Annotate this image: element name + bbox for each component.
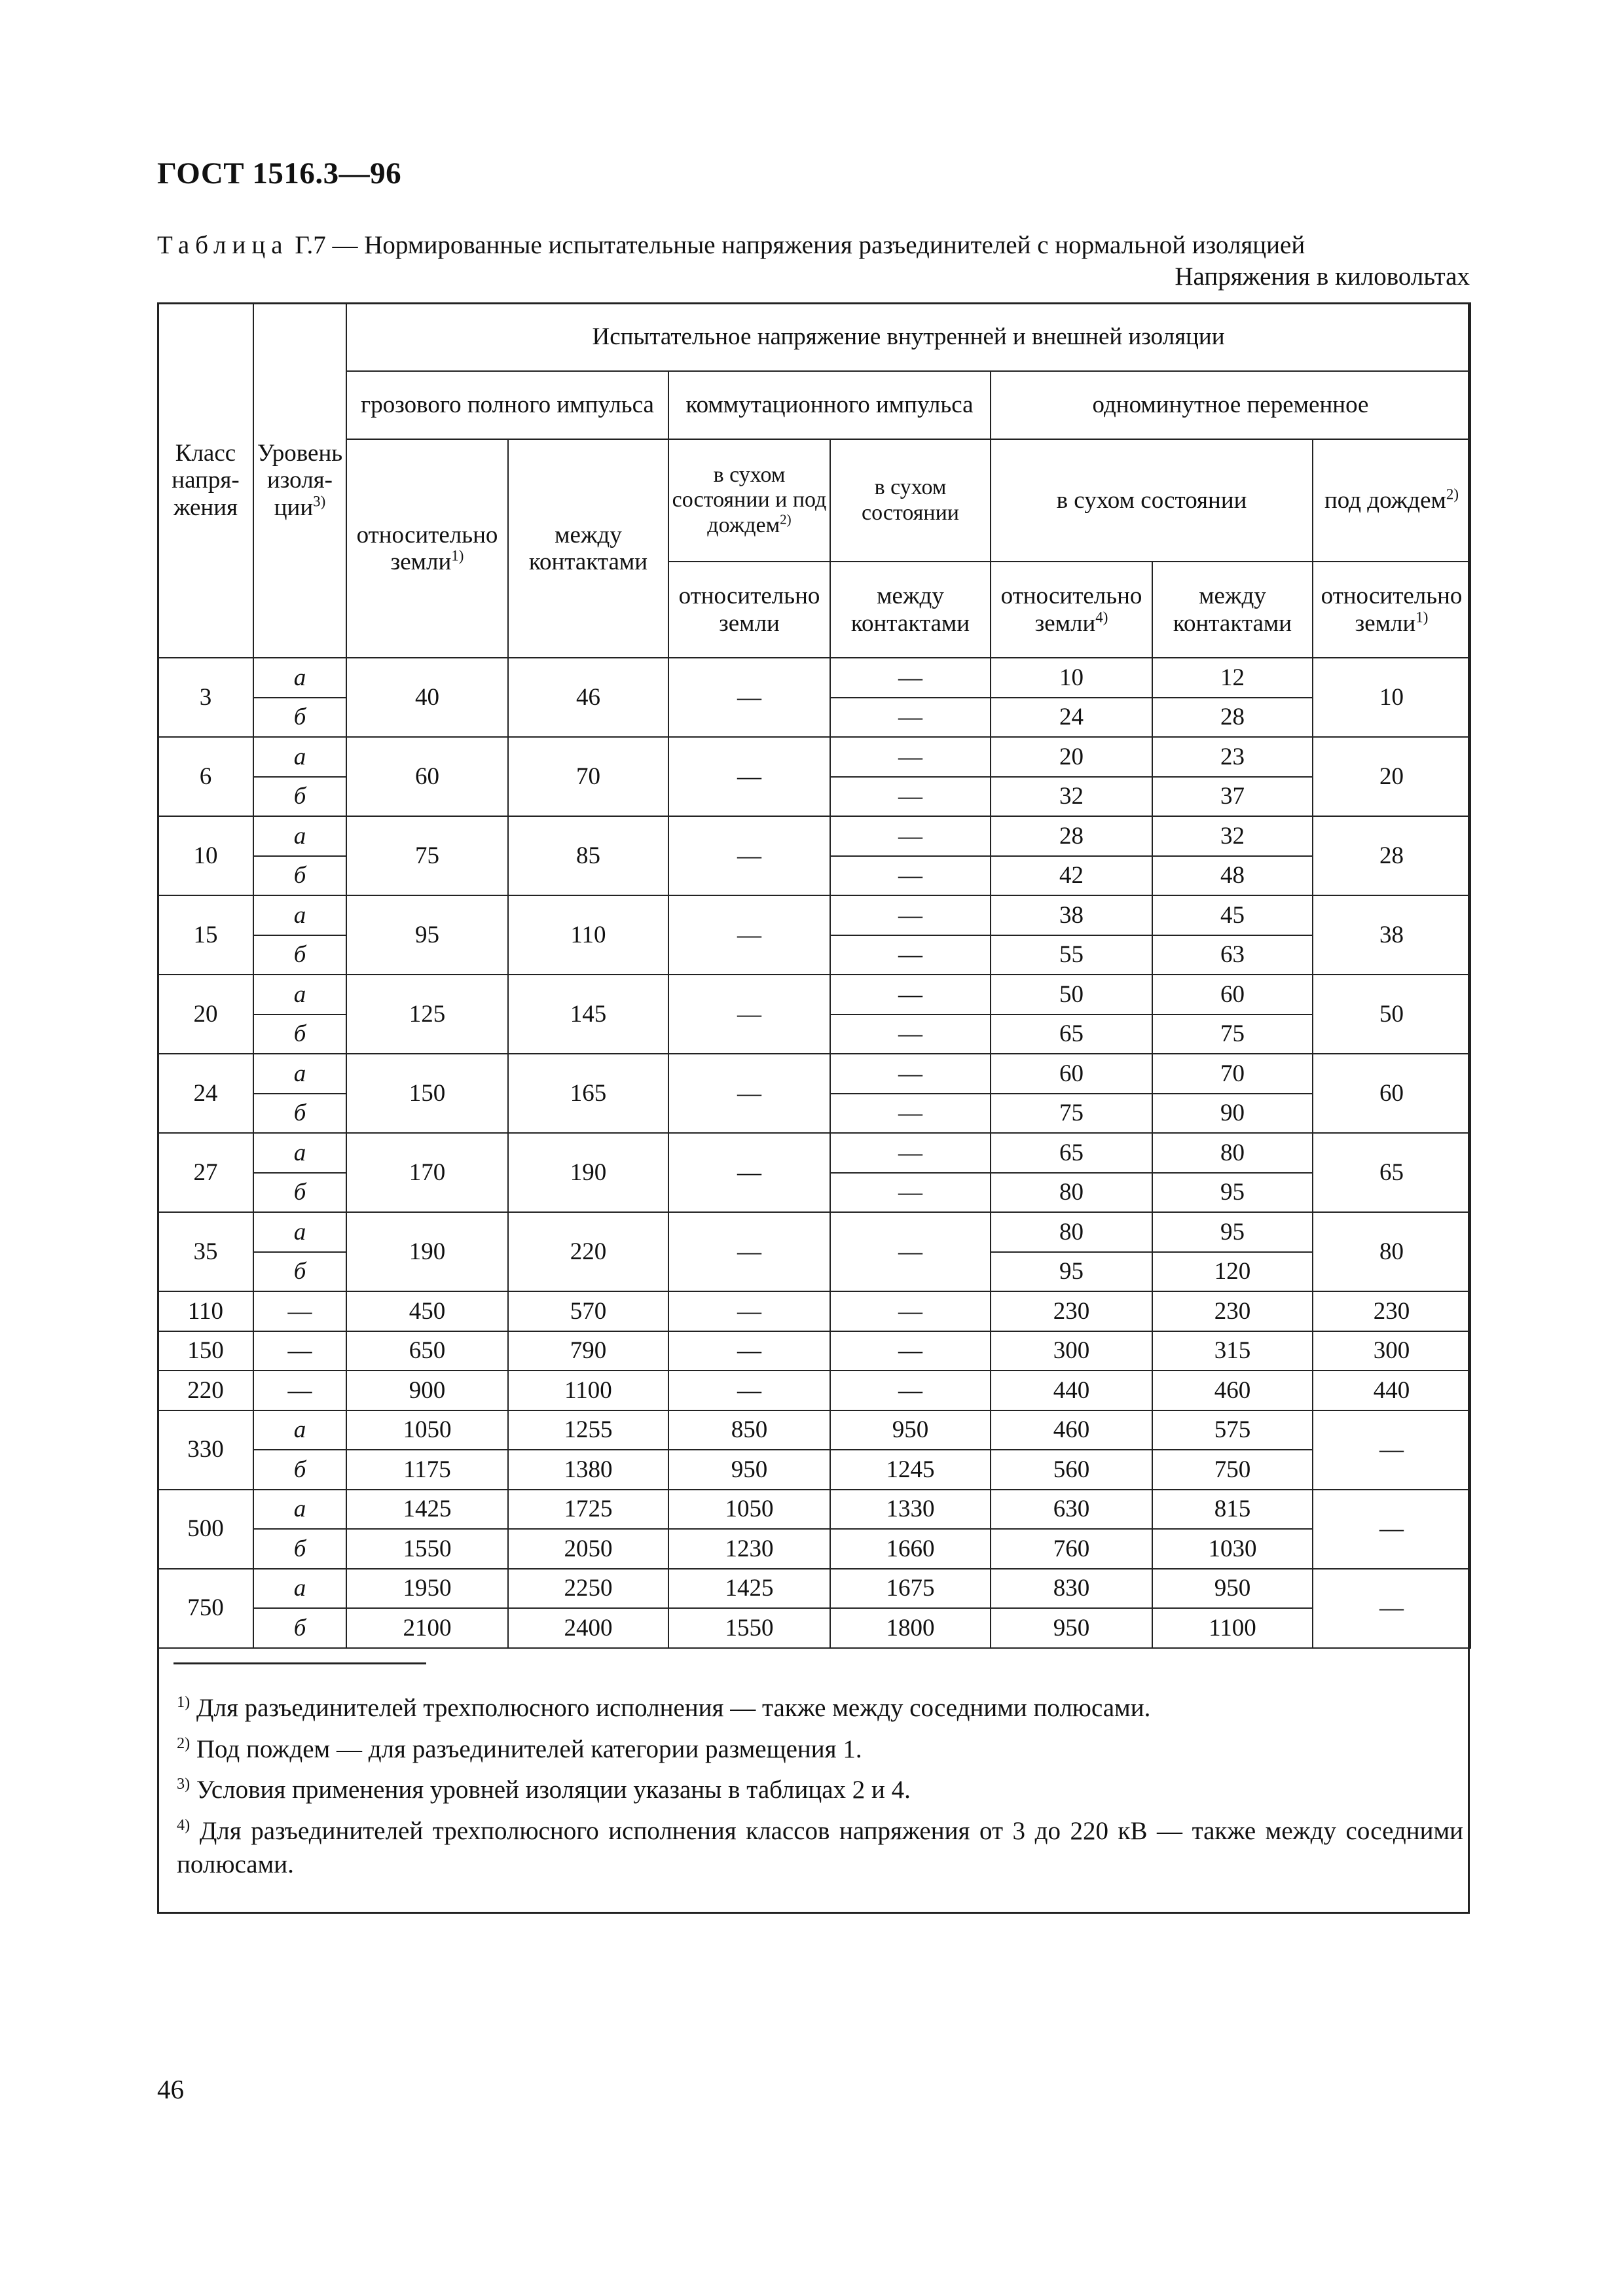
table-cell: — (830, 975, 991, 1014)
table-cell: — (830, 698, 991, 738)
table-cell: — (668, 1054, 830, 1133)
table-cell: 300 (991, 1331, 1152, 1371)
table-cell: 28 (991, 816, 1152, 856)
table-cell: — (830, 1173, 991, 1213)
table-cell: 60 (1313, 1054, 1470, 1133)
table-cell: — (830, 658, 991, 698)
table-cell: — (668, 1371, 830, 1410)
table-cell: 220 (158, 1371, 253, 1410)
table-cell: 85 (508, 816, 668, 895)
table-cell: — (668, 658, 830, 737)
table-cell: — (668, 1212, 830, 1291)
table-cell: 330 (158, 1410, 253, 1490)
table-cell: — (830, 1133, 991, 1173)
li-earth-header: относительно земли$^{1)}$ (346, 439, 508, 658)
sw-dry-rain-header: в сухом состоянии и под дождем$^{2)}$ (668, 439, 830, 562)
table-cell: 1230 (668, 1529, 830, 1569)
table-cell: 900 (346, 1371, 508, 1410)
ac-dry-header: в сухом состоянии (991, 439, 1313, 562)
table-cell: — (830, 1371, 991, 1410)
table-cell: 48 (1152, 856, 1313, 896)
table-cell: 750 (1152, 1450, 1313, 1490)
table-cell: 440 (991, 1371, 1152, 1410)
table-cell: 1330 (830, 1490, 991, 1530)
table-cell: 1030 (1152, 1529, 1313, 1569)
table-cell: — (830, 1331, 991, 1371)
table-cell: а (253, 1569, 346, 1609)
table-cell: 80 (1313, 1212, 1470, 1291)
table-cell: 2050 (508, 1529, 668, 1569)
table-cell: — (668, 737, 830, 816)
table-cell: 1255 (508, 1410, 668, 1450)
table-cell: б (253, 1529, 346, 1569)
table-cell: 1660 (830, 1529, 991, 1569)
table-cell: а (253, 1410, 346, 1450)
ac-rain-earth-header: относительно земли$^{1)}$ (1313, 562, 1470, 658)
table-cell: 65 (991, 1133, 1152, 1173)
table-cell: 1175 (346, 1450, 508, 1490)
table-cell: — (668, 1133, 830, 1212)
table-cell: б (253, 1094, 346, 1134)
table-caption (157, 230, 1470, 260)
table-row (158, 737, 1470, 777)
table-cell: 65 (1313, 1133, 1470, 1212)
table-cell: б (253, 777, 346, 817)
table-cell: 1425 (346, 1490, 508, 1530)
table-cell: 50 (1313, 975, 1470, 1054)
table-cell: б (253, 1252, 346, 1292)
table-label: Таблица (157, 231, 289, 259)
table-cell: — (668, 1331, 830, 1371)
table-cell: 575 (1152, 1410, 1313, 1450)
group-header: Испытательное напряжение внутренней и внешней изоляции (346, 303, 1470, 371)
table-cell: 80 (991, 1212, 1152, 1252)
voltage-table (157, 302, 1471, 1649)
table-cell: 90 (1152, 1094, 1313, 1134)
table-cell: 80 (991, 1173, 1152, 1213)
table-cell: 1550 (346, 1529, 508, 1569)
table-cell: 20 (158, 975, 253, 1054)
table-cell: 460 (991, 1410, 1152, 1450)
table-cell: 750 (158, 1569, 253, 1648)
table-cell: а (253, 895, 346, 935)
table-cell: — (253, 1291, 346, 1331)
table-cell: 150 (346, 1054, 508, 1133)
table-cell: 95 (991, 1252, 1152, 1292)
document-code: ГОСТ 1516.3—96 (157, 156, 402, 190)
table-cell: 24 (158, 1054, 253, 1133)
table-cell: 95 (1152, 1212, 1313, 1252)
table-row (158, 1410, 1470, 1450)
table-cell: а (253, 816, 346, 856)
table-cell: 45 (1152, 895, 1313, 935)
table-cell: 80 (1152, 1133, 1313, 1173)
table-cell: — (668, 816, 830, 895)
table-title: Г.7 — Нормированные испытательные напряжения разъединителей с нормальной изоляцией (295, 231, 1305, 259)
col-class-header: Класс напря-жения (158, 303, 253, 658)
table-cell: 38 (991, 895, 1152, 935)
table-cell: 190 (508, 1133, 668, 1212)
table-cell: 10 (991, 658, 1152, 698)
table-cell: — (253, 1331, 346, 1371)
table-cell: — (830, 1212, 991, 1291)
table-cell: 1050 (346, 1410, 508, 1450)
table-cell: а (253, 975, 346, 1014)
table-cell: 120 (1152, 1252, 1313, 1292)
table-cell: 38 (1313, 895, 1470, 975)
footnote-2: $^{2)}$ Под пождем — для разъединителей категории размещения 1. (177, 1734, 862, 1763)
table-cell: — (1313, 1410, 1470, 1490)
table-cell: б (253, 1014, 346, 1054)
table-cell: 125 (346, 975, 508, 1054)
table-cell: а (253, 737, 346, 777)
table-cell: 60 (346, 737, 508, 816)
table-cell: 1100 (508, 1371, 668, 1410)
table-row (158, 975, 1470, 1014)
table-cell: 10 (1313, 658, 1470, 737)
table-cell: 790 (508, 1331, 668, 1371)
table-cell: а (253, 1212, 346, 1252)
table-cell: 46 (508, 658, 668, 737)
table-cell: 75 (991, 1094, 1152, 1134)
table-cell: 2100 (346, 1608, 508, 1648)
table-cell: — (830, 935, 991, 975)
table-cell: 37 (1152, 777, 1313, 817)
table-cell: — (668, 895, 830, 975)
table-cell: 1675 (830, 1569, 991, 1609)
table-cell: — (830, 777, 991, 817)
table-cell: 450 (346, 1291, 508, 1331)
table-cell: 815 (1152, 1490, 1313, 1530)
table-cell: а (253, 1054, 346, 1094)
table-row (158, 1529, 1470, 1569)
table-cell: 12 (1152, 658, 1313, 698)
table-cell: 3 (158, 658, 253, 737)
table-cell: 1800 (830, 1608, 991, 1648)
table-cell: 1425 (668, 1569, 830, 1609)
table-cell: 850 (668, 1410, 830, 1450)
table-cell: 950 (830, 1410, 991, 1450)
table-cell: 60 (1152, 975, 1313, 1014)
table-cell: 95 (346, 895, 508, 975)
table-cell: — (830, 895, 991, 935)
table-cell: — (830, 1014, 991, 1054)
table-cell: — (830, 1291, 991, 1331)
table-row (158, 1608, 1470, 1648)
table-cell: — (830, 856, 991, 896)
table-cell: 20 (1313, 737, 1470, 816)
ac-contacts-header: между контактами (1152, 562, 1313, 658)
table-cell: 950 (991, 1608, 1152, 1648)
table-cell: б (253, 698, 346, 738)
table-cell: 40 (346, 658, 508, 737)
table-row (158, 658, 1470, 698)
table-row (158, 1569, 1470, 1609)
units-note: Напряжения в киловольтах (1175, 262, 1470, 291)
table-cell: 230 (1313, 1291, 1470, 1331)
table-cell: 560 (991, 1450, 1152, 1490)
table-row (158, 816, 1470, 856)
table-cell: — (830, 1094, 991, 1134)
table-cell: 170 (346, 1133, 508, 1212)
table-cell: — (830, 737, 991, 777)
table-cell: 28 (1152, 698, 1313, 738)
table-row (158, 1212, 1470, 1252)
table-cell: а (253, 658, 346, 698)
table-cell: 220 (508, 1212, 668, 1291)
table-cell: 6 (158, 737, 253, 816)
ac-rain-header: под дождем$^{2)}$ (1313, 439, 1470, 562)
table-cell: 190 (346, 1212, 508, 1291)
table-cell: 570 (508, 1291, 668, 1331)
table-cell: 440 (1313, 1371, 1470, 1410)
table-cell: — (1313, 1490, 1470, 1569)
table-cell: 63 (1152, 935, 1313, 975)
col-level-header: Уровень изоля-ции$^{3)}$ (253, 303, 346, 658)
table-cell: 460 (1152, 1371, 1313, 1410)
table-cell: 15 (158, 895, 253, 975)
table-cell: 1245 (830, 1450, 991, 1490)
table-cell: 55 (991, 935, 1152, 975)
table-cell: 1550 (668, 1608, 830, 1648)
table-cell: 150 (158, 1331, 253, 1371)
table-cell: 28 (1313, 816, 1470, 895)
table-row (158, 1371, 1470, 1410)
sw-earth-header: относительно земли (668, 562, 830, 658)
table-cell: б (253, 856, 346, 896)
table-cell: 630 (991, 1490, 1152, 1530)
table-cell: 1725 (508, 1490, 668, 1530)
sw-contacts-header: между контактами (830, 562, 991, 658)
table-cell: б (253, 1450, 346, 1490)
table-cell: 95 (1152, 1173, 1313, 1213)
table-cell: 1050 (668, 1490, 830, 1530)
table-cell: 10 (158, 816, 253, 895)
table-cell: 70 (1152, 1054, 1313, 1094)
table-cell: 2400 (508, 1608, 668, 1648)
table-cell: 27 (158, 1133, 253, 1212)
table-cell: 60 (991, 1054, 1152, 1094)
table-cell: 35 (158, 1212, 253, 1291)
table-row (158, 1291, 1470, 1331)
table-row (158, 895, 1470, 935)
footnotes (177, 1662, 1463, 1889)
table-cell: 24 (991, 698, 1152, 738)
table-cell: 50 (991, 975, 1152, 1014)
table-cell: б (253, 1173, 346, 1213)
table-cell: 110 (508, 895, 668, 975)
table-cell: 230 (991, 1291, 1152, 1331)
table-cell: 75 (346, 816, 508, 895)
switching-header: коммутационного импульса (668, 371, 991, 439)
table-cell: 830 (991, 1569, 1152, 1609)
table-cell: 2250 (508, 1569, 668, 1609)
table-cell: 1100 (1152, 1608, 1313, 1648)
table-cell: 70 (508, 737, 668, 816)
table-cell: — (830, 816, 991, 856)
table-cell: а (253, 1490, 346, 1530)
ac-header: одноминутное переменное (991, 371, 1470, 439)
table-cell: — (253, 1371, 346, 1410)
table-row (158, 1450, 1470, 1490)
footnote-3: $^{3)}$ Условия применения уровней изоляции указаны в таблицах 2 и 4. (177, 1775, 911, 1804)
footnote-divider (173, 1662, 426, 1664)
page-number: 46 (157, 2074, 184, 2104)
table-cell: — (830, 1054, 991, 1094)
table-cell: — (668, 1291, 830, 1331)
lightning-header: грозового полного импульса (346, 371, 668, 439)
table-cell: 42 (991, 856, 1152, 896)
table-cell: б (253, 1608, 346, 1648)
table-cell: 950 (668, 1450, 830, 1490)
sw-dry-header: в сухом состоянии (830, 439, 991, 562)
table-row (158, 1054, 1470, 1094)
table-cell: 75 (1152, 1014, 1313, 1054)
table-cell: 145 (508, 975, 668, 1054)
table-cell: 650 (346, 1331, 508, 1371)
table-row (158, 1133, 1470, 1173)
table-cell: — (668, 975, 830, 1054)
table-row (158, 1490, 1470, 1530)
table-cell: 110 (158, 1291, 253, 1331)
table-cell: 315 (1152, 1331, 1313, 1371)
table-cell: 65 (991, 1014, 1152, 1054)
table-cell: 230 (1152, 1291, 1313, 1331)
table-row (158, 1331, 1470, 1371)
ac-earth-header: относительно земли$^{4)}$ (991, 562, 1152, 658)
table-cell: 1950 (346, 1569, 508, 1609)
table-cell: б (253, 935, 346, 975)
footnote-4: $^{4)}$ Для разъединителей трехполюсного исполнения классов напряжения от 3 до 220 кВ — также между соседними полюсами. (177, 1816, 1464, 1878)
table-cell: а (253, 1133, 346, 1173)
table-cell: 165 (508, 1054, 668, 1133)
table-cell: 1380 (508, 1450, 668, 1490)
li-contacts-header: между контактами (508, 439, 668, 658)
table-cell: 760 (991, 1529, 1152, 1569)
table-cell: 950 (1152, 1569, 1313, 1609)
table-cell: 20 (991, 737, 1152, 777)
footnote-1: $^{1)}$ Для разъединителей трехполюсного исполнения — также между соседними полюсами. (177, 1693, 1151, 1722)
table-cell: 32 (1152, 816, 1313, 856)
table-cell: 300 (1313, 1331, 1470, 1371)
table-cell: 500 (158, 1490, 253, 1569)
table-cell: 23 (1152, 737, 1313, 777)
table-cell: 32 (991, 777, 1152, 817)
table-cell: — (1313, 1569, 1470, 1648)
